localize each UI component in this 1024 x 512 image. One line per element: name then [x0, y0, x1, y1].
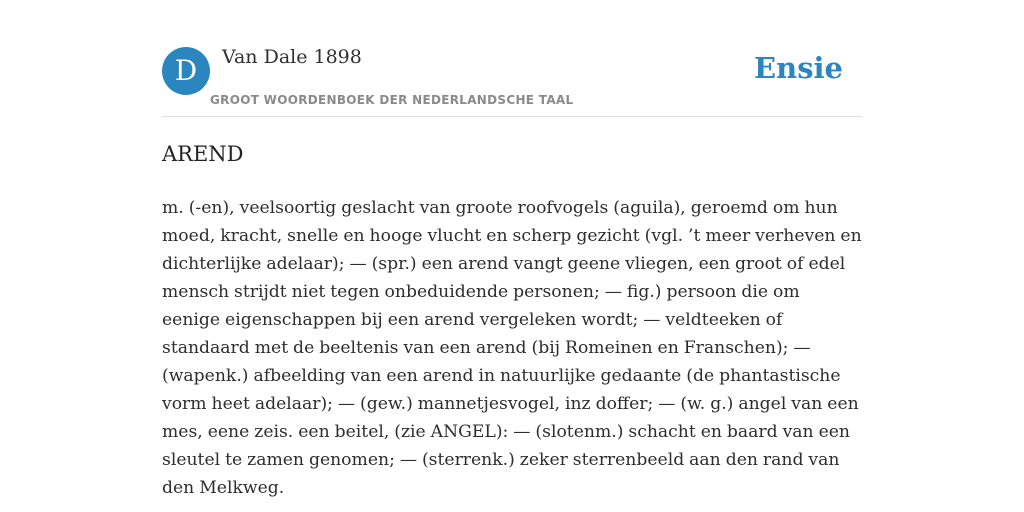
- dictionary-header: [162, 0, 862, 117]
- entry-headword: AREND: [162, 142, 244, 166]
- entry-card: [162, 0, 862, 512]
- entry-definition: m. (-en), veelsoortig geslacht van groote roofvogels (aguila), geroemd om hun moed, kracht, snelle en hooge vlucht en scherp gezicht (vgl. ’t meer verheven en dichterlijke adelaar); — (spr.) een arend vangt geene vliegen, een groot of edel mensch strijdt niet tegen onbeduidende personen; — fig.) persoon die om eenige eigenschappen bij een arend vergeleken wordt; — veldteeken of standaard met de beeltenis van een arend (bij Romeinen en Franschen); — (wapenk.) afbeelding van een arend in natuurlijke gedaante (de phantastische vorm heet adelaar); — (gew.) mannetjesvogel, inz doffer; — (w. g.) angel van een mes, eene zeis. een beitel, (zie ANGEL): — (slotenm.) schacht en baard van een sleutel te zamen genomen; — (sterrenk.) zeker sterrenbeeld aan den rand van den Melkweg.: [162, 198, 862, 498]
- brand-logo[interactable]: Ensie: [754, 51, 843, 85]
- dictionary-avatar[interactable]: D: [162, 47, 210, 95]
- dictionary-subtitle: GROOT WOORDENBOEK DER NEDERLANDSCHE TAAL: [210, 93, 574, 107]
- dictionary-title[interactable]: Van Dale 1898: [222, 46, 362, 68]
